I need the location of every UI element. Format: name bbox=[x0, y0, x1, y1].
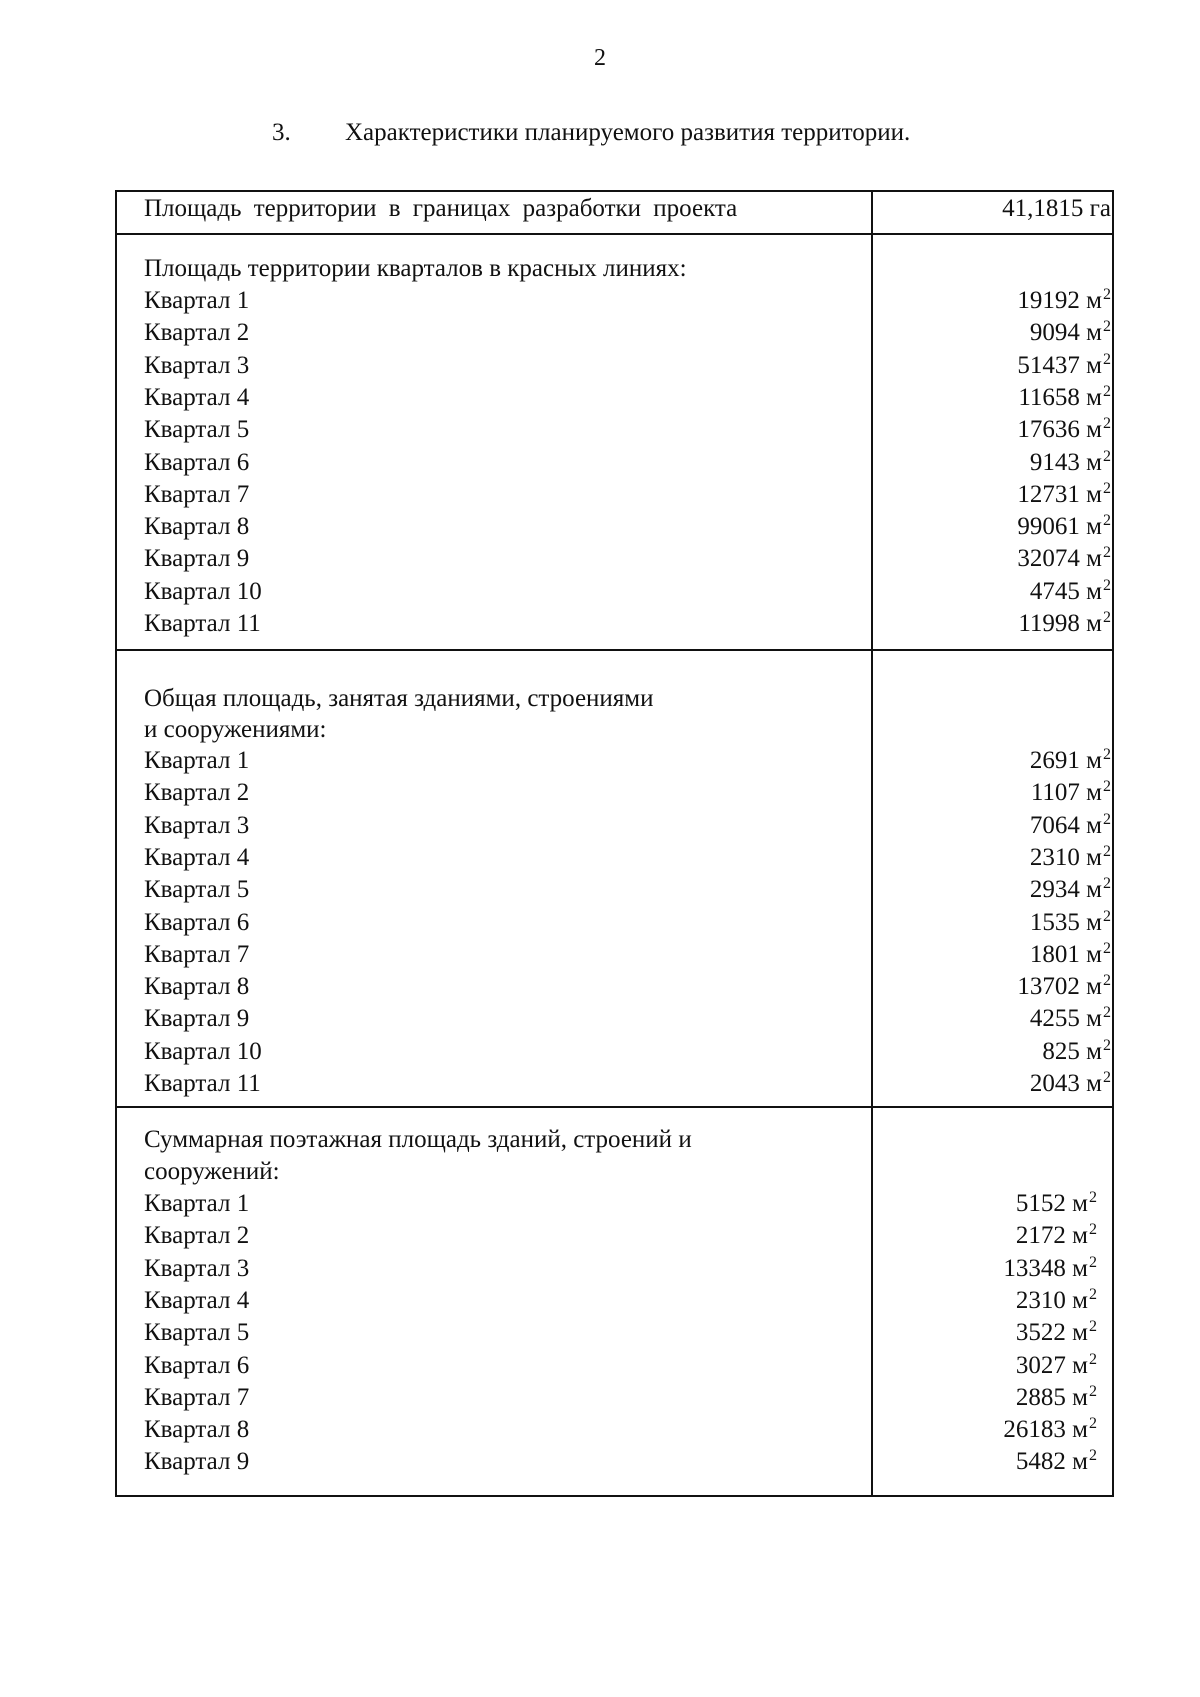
unit-superscript: 2 bbox=[1103, 1069, 1111, 1086]
unit-superscript: 2 bbox=[1089, 1351, 1097, 1368]
quarter-value bbox=[873, 842, 1111, 874]
unit-superscript: 2 bbox=[1089, 1318, 1097, 1335]
quarter-value bbox=[873, 1317, 1097, 1349]
area-number: 2885 м bbox=[1015, 1384, 1088, 1411]
unit-superscript: 2 bbox=[1103, 908, 1111, 925]
quarter-value bbox=[873, 1003, 1111, 1035]
area-number: 11998 м bbox=[1018, 610, 1102, 637]
unit-superscript: 2 bbox=[1089, 1415, 1097, 1432]
page-number: 2 bbox=[594, 45, 606, 71]
quarter-value bbox=[873, 939, 1111, 971]
quarter-value bbox=[873, 1350, 1097, 1382]
total-area-label: Площадь территории в границах разработки проекта bbox=[144, 195, 738, 222]
unit-superscript: 2 bbox=[1103, 778, 1111, 795]
quarter-label: Квартал 3 bbox=[144, 812, 250, 839]
quarter-value bbox=[873, 1036, 1111, 1068]
quarter-label: Квартал 6 bbox=[144, 909, 250, 936]
area-number: 2691 м bbox=[1029, 747, 1102, 774]
quarter-label: Квартал 3 bbox=[144, 1255, 250, 1282]
quarter-value bbox=[873, 745, 1111, 777]
quarter-value bbox=[873, 1414, 1097, 1446]
unit-superscript: 2 bbox=[1089, 1221, 1097, 1238]
area-number: 1535 м bbox=[1029, 909, 1102, 936]
quarter-label: Квартал 10 bbox=[144, 1038, 262, 1065]
total-area-value: 41,1815 га bbox=[1002, 195, 1111, 222]
unit-superscript: 2 bbox=[1103, 811, 1111, 828]
quarter-label: Квартал 2 bbox=[144, 319, 250, 346]
quarter-label: Квартал 5 bbox=[144, 416, 250, 443]
area-number: 9143 м bbox=[1029, 449, 1102, 476]
unit-superscript: 2 bbox=[1103, 746, 1111, 763]
area-number: 3027 м bbox=[1015, 1352, 1088, 1379]
section2-title-line2: и сооружениями: bbox=[144, 716, 327, 743]
quarter-value bbox=[873, 447, 1111, 479]
area-number: 4255 м bbox=[1029, 1005, 1102, 1032]
area-number: 1107 м bbox=[1030, 779, 1102, 806]
quarter-value bbox=[873, 479, 1111, 511]
unit-superscript: 2 bbox=[1103, 875, 1111, 892]
area-number: 1801 м bbox=[1029, 941, 1102, 968]
unit-superscript: 2 bbox=[1103, 544, 1111, 561]
quarter-value bbox=[873, 1285, 1097, 1317]
section3-title-line2: сооружений: bbox=[144, 1158, 280, 1185]
unit-superscript: 2 bbox=[1103, 1004, 1111, 1021]
quarter-label: Квартал 6 bbox=[144, 449, 250, 476]
area-number: 5482 м bbox=[1015, 1448, 1088, 1475]
quarter-label: Квартал 7 bbox=[144, 941, 250, 968]
quarter-label: Квартал 5 bbox=[144, 1319, 250, 1346]
quarter-label: Квартал 2 bbox=[144, 1222, 250, 1249]
quarter-label: Квартал 6 bbox=[144, 1352, 250, 1379]
quarter-value bbox=[873, 1253, 1097, 1285]
area-number: 2043 м bbox=[1029, 1070, 1102, 1097]
quarter-value bbox=[873, 317, 1111, 349]
quarter-value bbox=[873, 1382, 1097, 1414]
unit-superscript: 2 bbox=[1103, 940, 1111, 957]
area-number: 11658 м bbox=[1018, 384, 1102, 411]
quarter-label: Квартал 1 bbox=[144, 1190, 250, 1217]
quarter-label: Квартал 5 bbox=[144, 876, 250, 903]
unit-superscript: 2 bbox=[1103, 843, 1111, 860]
unit-superscript: 2 bbox=[1103, 448, 1111, 465]
unit-superscript: 2 bbox=[1103, 1037, 1111, 1054]
quarter-label: Квартал 8 bbox=[144, 1416, 250, 1443]
quarter-value bbox=[873, 777, 1111, 809]
quarter-label: Квартал 11 bbox=[144, 1070, 261, 1097]
section3-title-line1: Суммарная поэтажная площадь зданий, строений и bbox=[144, 1126, 692, 1153]
unit-superscript: 2 bbox=[1089, 1447, 1097, 1464]
quarter-value bbox=[873, 543, 1111, 575]
quarter-value bbox=[873, 1188, 1097, 1220]
quarter-value bbox=[873, 608, 1111, 640]
area-number: 5152 м bbox=[1015, 1190, 1088, 1217]
area-number: 4745 м bbox=[1029, 578, 1102, 605]
area-number: 2934 м bbox=[1029, 876, 1102, 903]
quarter-value bbox=[873, 810, 1111, 842]
heading-number: 3. bbox=[272, 119, 291, 146]
quarter-value bbox=[873, 382, 1111, 414]
area-number: 17636 м bbox=[1017, 416, 1102, 443]
unit-superscript: 2 bbox=[1103, 351, 1111, 368]
row-divider bbox=[117, 1106, 1112, 1108]
quarter-label: Квартал 8 bbox=[144, 513, 250, 540]
unit-superscript: 2 bbox=[1103, 286, 1111, 303]
area-number: 2310 м bbox=[1015, 1287, 1088, 1314]
unit-superscript: 2 bbox=[1103, 512, 1111, 529]
quarter-value bbox=[873, 971, 1111, 1003]
quarter-value bbox=[873, 1220, 1097, 1252]
quarter-label: Квартал 8 bbox=[144, 973, 250, 1000]
section1-title: Площадь территории кварталов в красных линиях: bbox=[144, 255, 687, 282]
quarter-value bbox=[873, 414, 1111, 446]
area-number: 99061 м bbox=[1017, 513, 1102, 540]
area-number: 2172 м bbox=[1015, 1222, 1088, 1249]
quarter-value bbox=[873, 511, 1111, 543]
quarter-value bbox=[873, 576, 1111, 608]
unit-superscript: 2 bbox=[1089, 1254, 1097, 1271]
area-number: 51437 м bbox=[1017, 352, 1102, 379]
quarter-label: Квартал 7 bbox=[144, 481, 250, 508]
unit-superscript: 2 bbox=[1103, 609, 1111, 626]
unit-superscript: 2 bbox=[1103, 480, 1111, 497]
unit-superscript: 2 bbox=[1103, 318, 1111, 335]
quarter-label: Квартал 2 bbox=[144, 779, 250, 806]
row-divider bbox=[117, 233, 1112, 235]
quarter-label: Квартал 9 bbox=[144, 545, 250, 572]
unit-superscript: 2 bbox=[1103, 383, 1111, 400]
quarter-label: Квартал 3 bbox=[144, 352, 250, 379]
quarter-value bbox=[873, 350, 1111, 382]
quarter-label: Квартал 7 bbox=[144, 1384, 250, 1411]
area-number: 825 м bbox=[1042, 1038, 1102, 1065]
unit-superscript: 2 bbox=[1089, 1189, 1097, 1206]
area-number: 19192 м bbox=[1017, 287, 1102, 314]
characteristics-table bbox=[115, 190, 1114, 1497]
area-number: 12731 м bbox=[1017, 481, 1102, 508]
heading-text: Характеристики планируемого развития территории. bbox=[345, 119, 911, 146]
area-number: 7064 м bbox=[1029, 812, 1102, 839]
area-number: 13702 м bbox=[1017, 973, 1102, 1000]
quarter-value bbox=[873, 285, 1111, 317]
quarter-label: Квартал 1 bbox=[144, 287, 250, 314]
quarter-label: Квартал 4 bbox=[144, 384, 250, 411]
quarter-value bbox=[873, 1446, 1097, 1478]
quarter-value bbox=[873, 1068, 1111, 1100]
quarter-value bbox=[873, 907, 1111, 939]
unit-superscript: 2 bbox=[1103, 577, 1111, 594]
quarter-label: Квартал 11 bbox=[144, 610, 261, 637]
area-number: 3522 м bbox=[1015, 1319, 1088, 1346]
unit-superscript: 2 bbox=[1089, 1383, 1097, 1400]
quarter-value bbox=[873, 874, 1111, 906]
quarter-label: Квартал 4 bbox=[144, 844, 250, 871]
quarter-label: Квартал 9 bbox=[144, 1005, 250, 1032]
quarter-label: Квартал 4 bbox=[144, 1287, 250, 1314]
quarter-label: Квартал 1 bbox=[144, 747, 250, 774]
area-number: 2310 м bbox=[1029, 844, 1102, 871]
section2-title-line1: Общая площадь, занятая зданиями, строениями bbox=[144, 685, 654, 712]
area-number: 26183 м bbox=[1003, 1416, 1088, 1443]
area-number: 9094 м bbox=[1029, 319, 1102, 346]
unit-superscript: 2 bbox=[1103, 415, 1111, 432]
quarter-label: Квартал 9 bbox=[144, 1448, 250, 1475]
unit-superscript: 2 bbox=[1103, 972, 1111, 989]
area-number: 13348 м bbox=[1003, 1255, 1088, 1282]
unit-superscript: 2 bbox=[1089, 1286, 1097, 1303]
quarter-label: Квартал 10 bbox=[144, 578, 262, 605]
row-divider bbox=[117, 649, 1112, 651]
area-number: 32074 м bbox=[1017, 545, 1102, 572]
